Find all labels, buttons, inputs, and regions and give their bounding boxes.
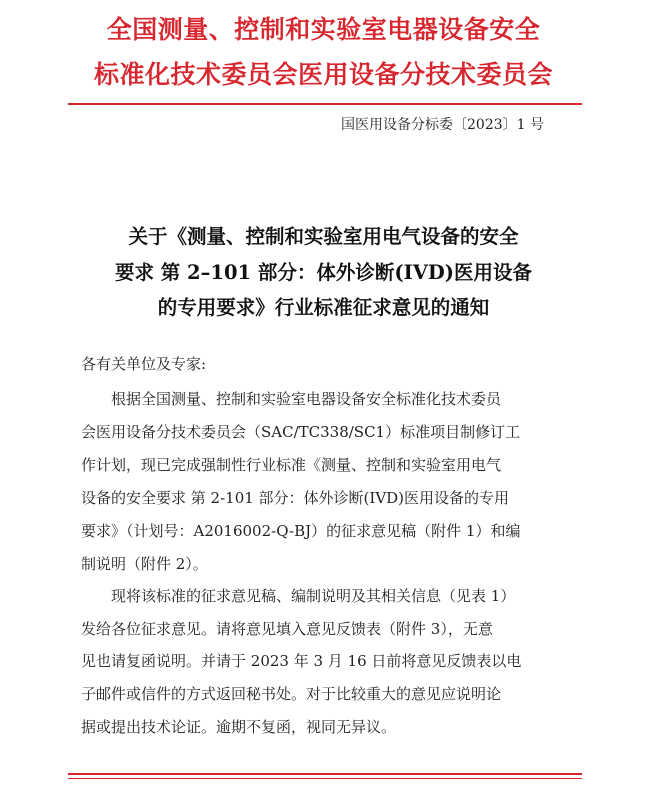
header-divider [68,103,582,105]
subject-line-1: 关于《测量、控制和实验室用电气设备的安全 [128,225,519,248]
paragraph-1-line: 设备的安全要求 第 2-101 部分：体外诊断(IVD)医用设备的专用 [81,489,510,507]
paragraph-2-line: 现将该标准的征求意见稿、编制说明及其相关信息（见表 1） [111,587,516,605]
paragraph-1-line: 制说明（附件 2）。 [81,555,208,573]
header-title-line-1: 全国测量、控制和实验室电器设备安全 [106,15,541,44]
paragraph-2-line: 发给各位征求意见。请将意见填入意见反馈表（附件 3），无意 [81,620,493,638]
paragraph-1-line: 根据全国测量、控制和实验室电器设备安全标准化技术委员 [111,390,502,408]
paragraph-2-line: 据或提出技术论证。逾期不复函，视同无异议。 [81,718,397,736]
salutation: 各有关单位及专家: [81,355,207,373]
header-title-line-2: 标准化技术委员会医用设备分技术委员会 [93,60,553,89]
subject-line-3: 的专用要求》行业标准征求意见的通知 [157,296,490,319]
footer-divider-thick [68,773,582,775]
paragraph-2-line: 见也请复函说明。并请于 2023 年 3 月 16 日前将意见反馈表以电 [81,652,522,670]
paragraph-1-line: 作计划，现已完成强制性行业标准《测量、控制和实验室用电气 [81,456,502,474]
paragraph-1-line: 要求》（计划号：A2016002-Q-BJ）的征求意见稿（附件 1）和编 [81,522,521,540]
footer-divider-thin [68,778,582,779]
subject-line-2: 要求 第 2–101 部分：体外诊断(IVD)医用设备 [114,261,532,284]
paragraph-2-line: 子邮件或信件的方式返回秘书处。对于比较重大的意见应说明论 [81,685,502,703]
paragraph-1-line: 会医用设备分技术委员会（SAC/TC338/SC1）标准项目制修订工 [81,423,521,441]
document-number: 国医用设备分标委〔2023〕1 号 [341,117,544,133]
